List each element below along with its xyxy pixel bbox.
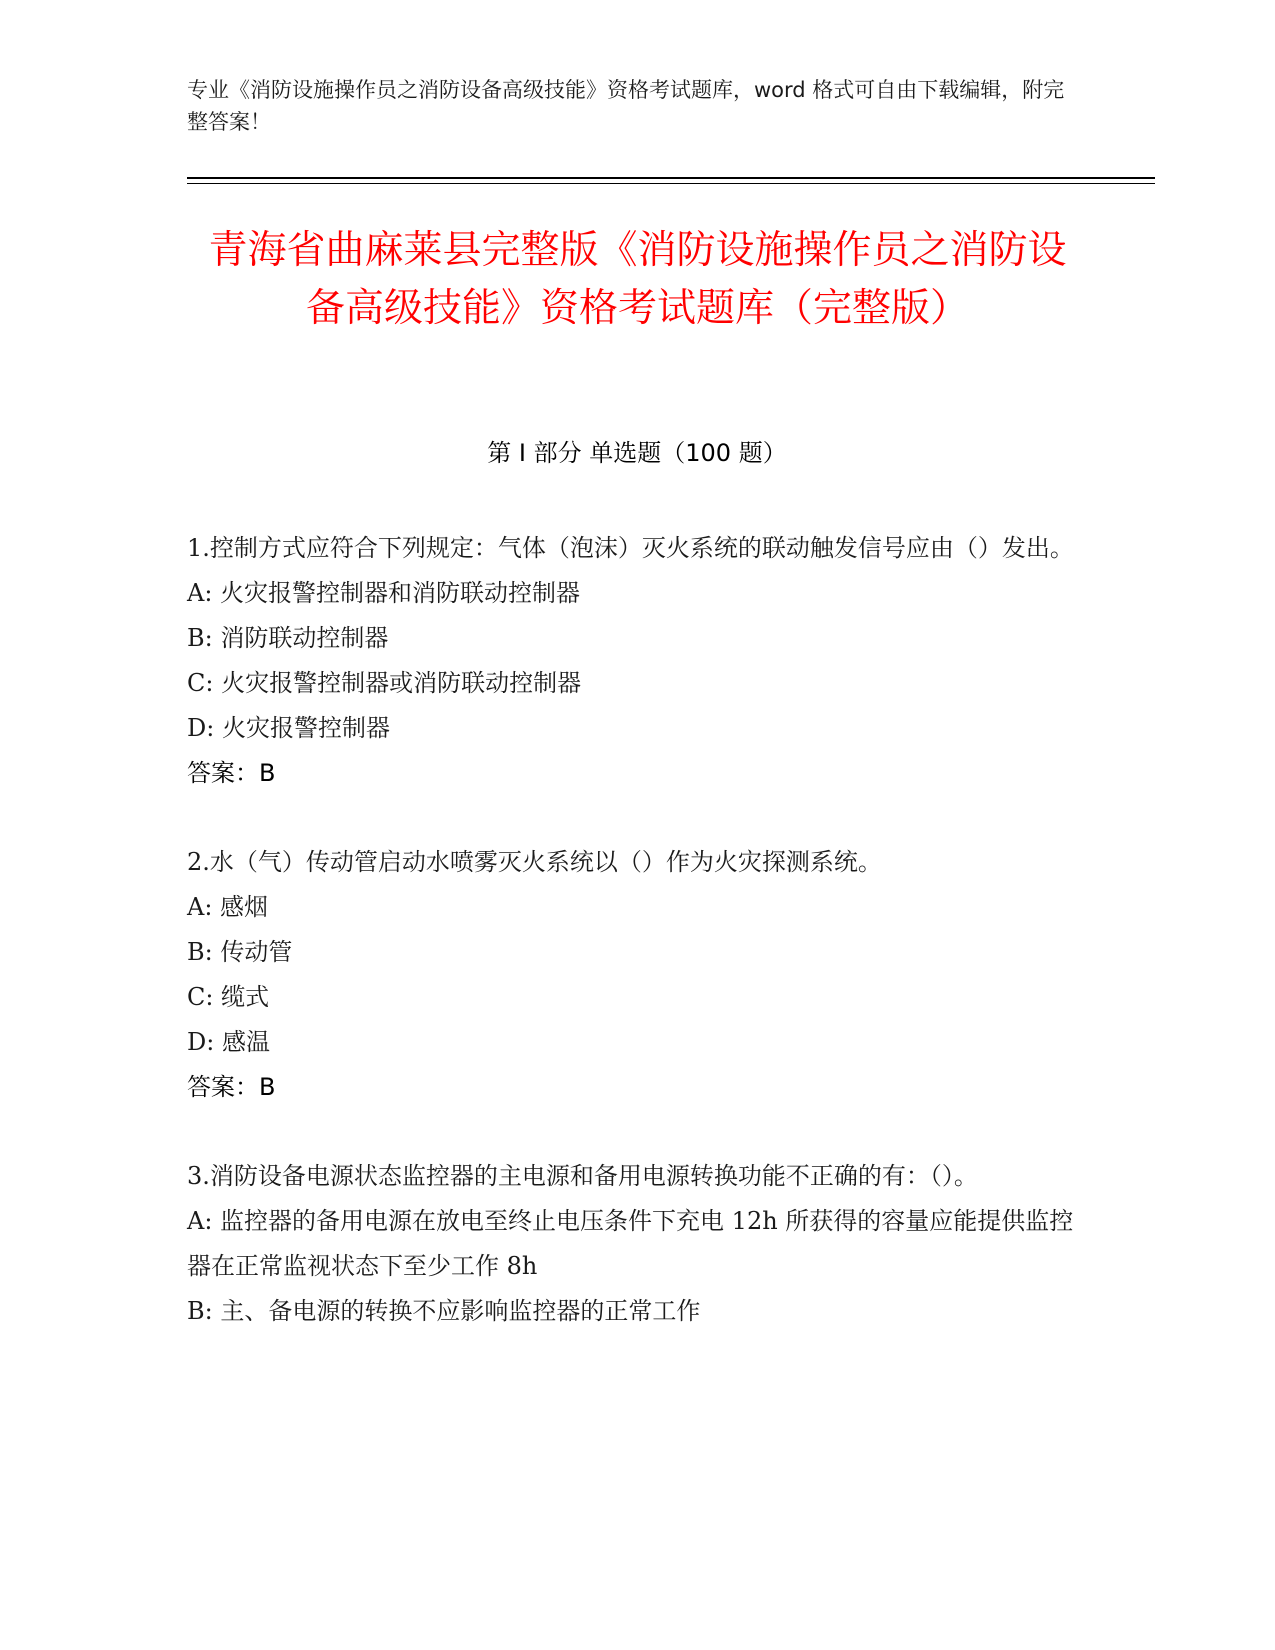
intro-text: 专业《消防设施操作员之消防设备高级技能》资格考试题库，word 格式可自由下载编辑，附完整答案！ <box>187 78 1065 134</box>
option-b: B: 消防联动控制器 <box>187 624 389 652</box>
option-a: A: 火灾报警控制器和消防联动控制器 <box>187 579 581 607</box>
question-1 <box>187 526 1087 796</box>
question-2 <box>187 840 1087 1110</box>
answer: 答案：B <box>187 1073 276 1101</box>
option-b: B: 主、备电源的转换不应影响监控器的正常工作 <box>187 1297 701 1325</box>
option-b: B: 传动管 <box>187 938 293 966</box>
answer: 答案：B <box>187 759 276 787</box>
option-a: A: 感烟 <box>187 893 269 921</box>
header-divider <box>187 177 1155 179</box>
section-title: 第 I 部分 单选题（100 题） <box>487 439 787 467</box>
option-c: C: 缆式 <box>187 983 270 1011</box>
option-d: D: 火灾报警控制器 <box>187 714 390 742</box>
document-title: 青海省曲麻莱县完整版《消防设施操作员之消防设备高级技能》资格考试题库（完整版） <box>208 228 1067 331</box>
question-list <box>187 526 1087 1378</box>
question-stem: 1.控制方式应符合下列规定：气体（泡沫）灭火系统的联动触发信号应由（）发出。 <box>187 534 1074 562</box>
option-a: A: 监控器的备用电源在放电至终止电压条件下充电 12h 所获得的容量应能提供监控器在正常监视状态下至少工作 8h <box>187 1207 1074 1280</box>
option-c: C: 火灾报警控制器或消防联动控制器 <box>187 669 582 697</box>
question-3 <box>187 1154 1087 1334</box>
question-stem: 2.水（气）传动管启动水喷雾灭火系统以（）作为火灾探测系统。 <box>187 848 882 876</box>
question-stem: 3.消防设备电源状态监控器的主电源和备用电源转换功能不正确的有：（）。 <box>187 1162 978 1190</box>
header-divider-thin <box>187 183 1155 184</box>
option-d: D: 感温 <box>187 1028 270 1056</box>
